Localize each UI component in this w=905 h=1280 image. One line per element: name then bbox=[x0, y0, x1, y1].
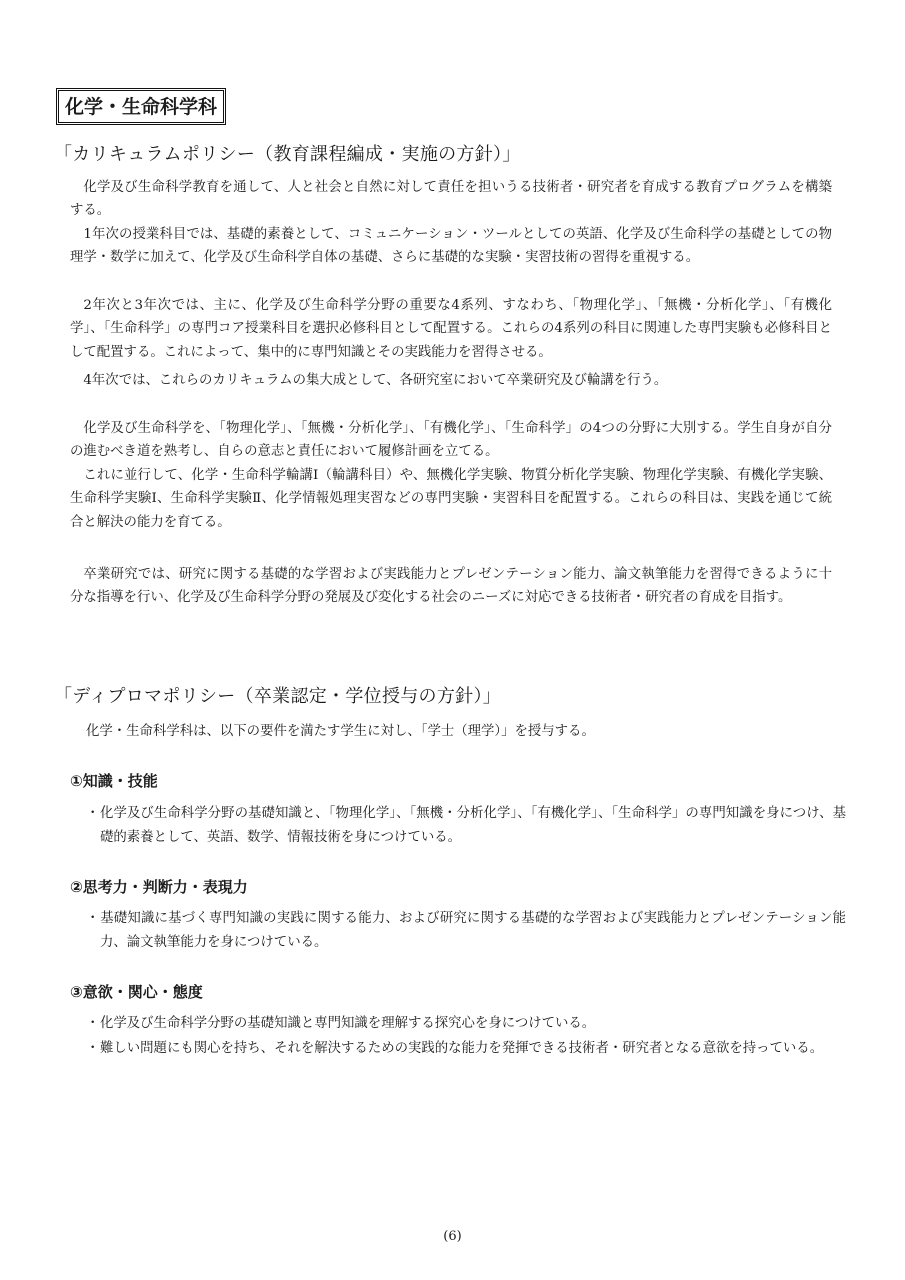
curriculum-paragraph: 化学及び生命科学教育を通して、人と社会と自然に対して責任を担いうる技術者・研究者を育成する教育プログラムを構築する。 bbox=[70, 180, 832, 219]
curriculum-paragraph: 化学及び生命科学を、「物理化学」、「無機・分析化学」、「有機化学」、「生命科学」の4つの分野に大別する。学生自身が自分の進むべき道を熟考し、自らの意志と責任において履修計画を立てる。 bbox=[70, 421, 832, 460]
curriculum-paragraph: 卒業研究では、研究に関する基礎的な学習および実践能力とプレゼンテーション能力、論文執筆能力を習得できるように十分な指導を行い、化学及び生命科学分野の発展及び変化する社会のニーズに対応できる技術者・研究者の育成を目指す。 bbox=[70, 567, 832, 606]
bullet-item bbox=[86, 907, 846, 955]
bullet-symbol: ・ bbox=[86, 911, 100, 926]
page-number: (6) bbox=[443, 1229, 462, 1244]
section-title-thinking: ②思考力・判断力・表現力 bbox=[70, 878, 248, 896]
bullet-text: 基礎知識に基づく専門知識の実践に関する能力、および研究に関する基礎的な学習および実践能力とプレゼンテーション能力、論文執筆能力を身につけている。 bbox=[100, 911, 846, 950]
diploma-lead: 化学・生命科学科は、以下の要件を満たす学生に対し、「学士（理学）」を授与する。 bbox=[86, 724, 595, 739]
bullet-text: 難しい問題にも関心を持ち、それを解決するための実践的な能力を発揮できる技術者・研究者となる意欲を持っている。 bbox=[100, 1041, 824, 1056]
curriculum-policy-heading: 「カリキュラムポリシー（教育課程編成・実施の方針）」 bbox=[54, 144, 521, 165]
bullet-item bbox=[86, 1012, 846, 1036]
bullet-symbol: ・ bbox=[86, 1041, 100, 1056]
bullet-item bbox=[86, 802, 846, 850]
curriculum-paragraph: これに並行して、化学・生命科学輪講Ⅰ（輪講科目）や、無機化学実験、物質分析化学実験、物理化学実験、有機化学実験、生命科学実験Ⅰ、生命科学実験Ⅱ、化学情報処理実習などの専門実験・実習科目を配置する。これらの科目は、実践を通じて統合と解決の能力を育てる。 bbox=[70, 468, 832, 530]
curriculum-paragraph: 1年次の授業科目では、基礎的素養として、コミュニケーション・ツールとしての英語、化学及び生命科学の基礎としての物理学・数学に加えて、化学及び生命科学自体の基礎、さらに基礎的な実験・実習技術の習得を重視する。 bbox=[70, 227, 832, 266]
bullet-symbol: ・ bbox=[86, 1016, 100, 1031]
department-title: 化学・生命科学科 bbox=[56, 88, 226, 125]
bullet-text: 化学及び生命科学分野の基礎知識と専門知識を理解する探究心を身につけている。 bbox=[100, 1016, 596, 1031]
curriculum-paragraph: 4年次では、これらのカリキュラムの集大成として、各研究室において卒業研究及び輪講を行う。 bbox=[83, 373, 668, 388]
diploma-policy-heading: 「ディプロマポリシー（卒業認定・学位授与の方針）」 bbox=[54, 686, 502, 707]
section-title-motivation: ③意欲・関心・態度 bbox=[70, 983, 203, 1001]
bullet-symbol: ・ bbox=[86, 806, 100, 821]
section-title-knowledge: ①知識・技能 bbox=[70, 772, 158, 790]
bullet-item bbox=[86, 1037, 846, 1061]
bullet-text: 化学及び生命科学分野の基礎知識と、「物理化学」、「無機・分析化学」、「有機化学」、「生命科学」の専門知識を身につけ、基礎的素養として、英語、数学、情報技術を身につけている。 bbox=[100, 806, 846, 845]
curriculum-paragraph: 2年次と3年次では、主に、化学及び生命科学分野の重要な4系列、すなわち、「物理化学」、「無機・分析化学」、「有機化学」、「生命科学」の専門コア授業科目を選択必修科目として配置する。これらの4系列の科目に関連した専門実験も必修科目として配置する。これによって、集中的に専門知識とその実践能力を習得させる。 bbox=[70, 298, 832, 360]
